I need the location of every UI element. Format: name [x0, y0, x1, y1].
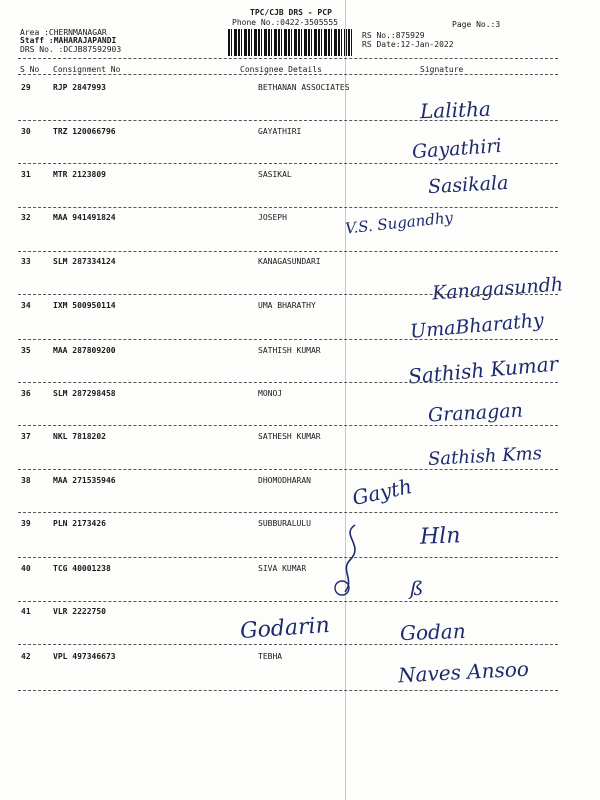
- row-serial-number: 37: [21, 432, 31, 441]
- row-signature: UmaBharathy: [409, 309, 545, 343]
- row-serial-number: 33: [21, 257, 31, 266]
- row-consignment-number: RJP 2847993: [53, 83, 106, 92]
- row-serial-number: 38: [21, 476, 31, 485]
- staff-label: Staff :MAHARAJAPANDI: [20, 36, 117, 45]
- row-consignment-number: SLM 287334124: [53, 257, 116, 266]
- barcode-image: [228, 29, 352, 56]
- row-divider: [18, 644, 558, 645]
- row-signature: V.S. Sugandhy: [344, 208, 454, 238]
- header-divider: [18, 58, 558, 59]
- row-consignee-name: SASIKAL: [258, 170, 292, 179]
- row-serial-number: 30: [21, 127, 31, 136]
- page-number: Page No.:3: [452, 20, 501, 29]
- row-divider: [18, 469, 558, 470]
- row-consignment-number: TRZ 120066796: [53, 127, 116, 136]
- row-consignee-name: BETHANAN ASSOCIATES: [258, 83, 350, 92]
- row-serial-number: 40: [21, 564, 31, 573]
- row-signature: Sathish Kms: [427, 443, 543, 470]
- row-consignee-name: SUBBURALULU: [258, 519, 311, 528]
- column-header-consignee: Consignee Details: [240, 65, 322, 74]
- row-divider: [18, 557, 558, 558]
- row-divider: [18, 207, 558, 208]
- row-consignee-name: TEBHA: [258, 652, 283, 661]
- column-header-consignment: Consignment No: [53, 65, 121, 74]
- area-label: Area :CHERNMANAGAR: [20, 28, 107, 37]
- row-consignee-name: JOSEPH: [258, 213, 287, 222]
- row-consignee-name: SATHISH KUMAR: [258, 346, 321, 355]
- row-serial-number: 39: [21, 519, 31, 528]
- row-divider: [18, 163, 558, 164]
- row-consignment-number: VPL 497346673: [53, 652, 116, 661]
- column-header-divider: [18, 74, 558, 75]
- row-consignee-name: GAYATHIRI: [258, 127, 302, 136]
- row-consignment-number: MAA 271535946: [53, 476, 116, 485]
- row-consignee-name: SIVA KUMAR: [258, 564, 307, 573]
- row-signature: Gayathiri: [411, 134, 503, 164]
- scribble-mark: [330, 520, 370, 600]
- row-divider: [18, 690, 558, 691]
- row-divider: [18, 251, 558, 252]
- row-signature: Lalitha: [419, 96, 492, 124]
- row-signature: Godan: [399, 618, 467, 646]
- row-serial-number: 29: [21, 83, 31, 92]
- row-consignment-number: IXM 500950114: [53, 301, 116, 310]
- document-title: TPC/CJB DRS - PCP: [250, 8, 332, 17]
- column-header-sno: S No: [20, 65, 40, 74]
- row-serial-number: 42: [21, 652, 31, 661]
- row-consignment-number: SLM 287298458: [53, 389, 116, 398]
- row-divider: [18, 601, 558, 602]
- row-signature: Sathish Kumar: [407, 351, 560, 389]
- rs-date: RS Date:12-Jan-2022: [362, 40, 454, 49]
- row-divider: [18, 294, 558, 295]
- row-serial-number: 36: [21, 389, 31, 398]
- row-serial-number: 31: [21, 170, 31, 179]
- row-divider: [18, 425, 558, 426]
- rs-number: RS No.:875929: [362, 31, 425, 40]
- row-consignment-number: PLN 2173426: [53, 519, 106, 528]
- row-consignment-number: VLR 2222750: [53, 607, 106, 616]
- row-consignee-name: KANAGASUNDARI: [258, 257, 321, 266]
- row-serial-number: 32: [21, 213, 31, 222]
- row-consignment-number: MAA 941491824: [53, 213, 116, 222]
- row-consignee-name: SATHESH KUMAR: [258, 432, 321, 441]
- phone-number: Phone No.:0422-3505555: [232, 18, 338, 27]
- row-divider: [18, 339, 558, 340]
- column-header-signature: Signature: [420, 65, 464, 74]
- row-consignment-number: NKL 7818202: [53, 432, 106, 441]
- row-signature: Kanagasundh: [431, 273, 564, 305]
- drs-number: DRS No. :DCJB87592903: [20, 45, 122, 54]
- row-signature: Sasikala: [427, 171, 509, 199]
- row-divider: [18, 120, 558, 121]
- row-serial-number: 35: [21, 346, 31, 355]
- row-divider: [18, 382, 558, 383]
- row-consignee-name: UMA BHARATHY: [258, 301, 316, 310]
- row-signature: Hln: [419, 523, 461, 550]
- row-consignee-name: MONOJ: [258, 389, 283, 398]
- row41-extra-signature: Godarin: [239, 612, 331, 645]
- row-serial-number: 41: [21, 607, 31, 616]
- row-signature: Gayth: [350, 474, 414, 510]
- row-consignee-name: DHOMODHARAN: [258, 476, 311, 485]
- row-consignment-number: MTR 2123809: [53, 170, 106, 179]
- row-signature: Naves Ansoo: [397, 656, 530, 688]
- row-consignment-number: MAA 287809200: [53, 346, 116, 355]
- row-signature: Granagan: [427, 399, 524, 427]
- row-consignment-number: TCG 40001238: [53, 564, 111, 573]
- row-divider: [18, 512, 558, 513]
- row-signature: ß: [410, 576, 424, 600]
- row-serial-number: 34: [21, 301, 31, 310]
